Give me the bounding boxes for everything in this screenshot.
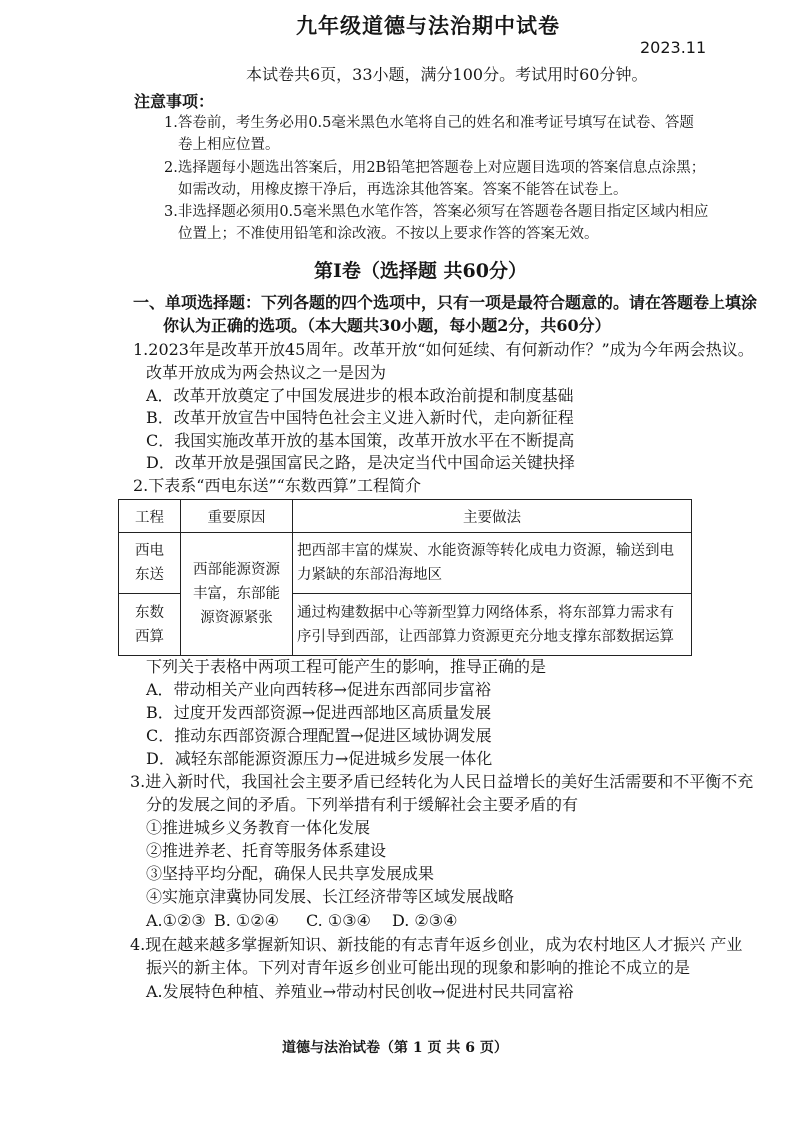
exam-title: 九年级道德与法治期中试卷	[296, 13, 560, 38]
q3-option-c: C. ①③④	[306, 911, 371, 930]
table-row	[119, 533, 692, 594]
section-title: 第Ⅰ卷（选择题 共60分）	[314, 260, 527, 282]
q1-option-a: A．改革开放奠定了中国发展进步的根本政治前提和制度基础	[146, 386, 574, 405]
q4-option-a: A.发展特色种植、养殖业→带动村民创收→促进村民共同富裕	[146, 982, 574, 1001]
note-2-line-1: 2.选择题每小题选出答案后，用2B铅笔把答题卷上对应题目选项的答案信息点涂黑；	[164, 160, 706, 176]
exam-info: 本试卷共6页，33小题，满分100分。考试用时60分钟。	[246, 65, 648, 84]
reason-cell	[181, 533, 293, 656]
q2-option-d: D．减轻东部能源资源压力→促进城乡发展一体化	[146, 749, 493, 768]
q3-option-d: D. ②③④	[392, 911, 458, 930]
practice-cell	[293, 594, 692, 656]
note-3-line-2: 位置上；不准使用铅笔和涂改液。不按以上要求作答的答案无效。	[178, 226, 599, 242]
reason-line: 西部能源资源	[193, 562, 280, 578]
q1-option-c: C．我国实施改革开放的基本国策，改革开放水平在不断提高	[146, 431, 575, 450]
notes-heading: 注意事项：	[134, 92, 215, 111]
project-cell	[119, 533, 181, 594]
q3-item-4: ④实施京津冀协同发展、长江经济带等区域发展战略	[146, 887, 515, 906]
part1-line-1: 一、单项选择题：下列各题的四个选项中，只有一项是最符合题意的。请在答题卷上填涂	[133, 293, 758, 312]
project-name-line: 西算	[135, 628, 164, 645]
exam-date: 2023.11	[640, 38, 707, 57]
q1-stem-line-1: 1.2023年是改革开放45周年。改革开放“如何延续、有何新动作？”成为今年两会热议。	[133, 340, 754, 359]
project-cell	[119, 594, 181, 656]
q1-option-b: B．改革开放宣告中国特色社会主义进入新时代，走向新征程	[146, 408, 574, 427]
practice-line: 序引导到西部，让西部算力资源更充分地支撑东部数据运算	[297, 628, 674, 645]
part1-line-2: 你认为正确的选项。（本大题共30小题，每小题2分，共60分）	[163, 316, 611, 335]
q1-option-d: D．改革开放是强国富民之路，是决定当代中国命运关键抉择	[146, 453, 575, 472]
q3-item-3: ③坚持平均分配，确保人民共享发展成果	[146, 864, 435, 883]
project-table	[118, 499, 692, 656]
note-1-line-2: 卷上相应位置。	[178, 137, 280, 153]
table-header: 工程	[119, 500, 181, 533]
practice-cell	[293, 533, 692, 594]
note-3-line-1: 3.非选择题必须用0.5毫米黑色水笔作答，答案必须写在答题卷各题目指定区域内相应	[164, 204, 709, 220]
table-header-row	[119, 500, 692, 533]
q3-item-2: ②推进养老、托育等服务体系建设	[146, 841, 387, 860]
reason-line: 丰富，东部能	[193, 586, 280, 602]
project-name-line: 东送	[135, 567, 164, 583]
practice-line: 通过构建数据中心等新型算力网络体系，将东部算力需求有	[297, 604, 674, 621]
practice-line: 力紧缺的东部沿海地区	[297, 567, 442, 583]
practice-line: 把西部丰富的煤炭、水能资源等转化成电力资源，输送到电	[297, 543, 674, 559]
table-header: 重要原因	[181, 500, 293, 533]
q4-stem-line-1: 4.现在越来越多掌握新知识、新技能的有志青年返乡创业，成为农村地区人才振兴 产业	[130, 935, 743, 954]
q2-option-c: C．推动东西部资源合理配置→促进区域协调发展	[146, 726, 492, 745]
q3-option-a: A.①②③	[146, 911, 206, 930]
q3-stem-line-2: 分的发展之间的矛盾。下列举措有利于缓解社会主要矛盾的有	[146, 795, 579, 814]
table-header: 主要做法	[293, 500, 692, 533]
q2-question: 下列关于表格中两项工程可能产生的影响，推导正确的是	[146, 657, 547, 676]
q3-item-1: ①推进城乡义务教育一体化发展	[146, 818, 371, 837]
q2-option-a: A．带动相关产业向西转移→促进东西部同步富裕	[146, 680, 491, 699]
q1-stem-line-2: 改革开放成为两会热议之一是因为	[146, 363, 387, 382]
q3-option-b: B. ①②④	[214, 911, 279, 930]
q3-stem-line-1: 3.进入新时代，我国社会主要矛盾已经转化为人民日益增长的美好生活需要和不平衡不充	[130, 772, 754, 791]
page-footer: 道德与法治试卷（第 1 页 共 6 页）	[282, 1040, 508, 1056]
note-1-line-1: 1.答卷前，考生务必用0.5毫米黑色水笔将自己的姓名和准考证号填写在试卷、答题	[164, 115, 694, 131]
q4-stem-line-2: 振兴的新主体。下列对青年返乡创业可能出现的现象和影响的推论不成立的是	[146, 958, 691, 977]
project-name-line: 东数	[135, 604, 164, 621]
project-name-line: 西电	[135, 543, 164, 559]
q2-option-b: B．过度开发西部资源→促进西部地区高质量发展	[146, 703, 492, 722]
q2-stem: 2.下表系“西电东送”“东数西算”工程简介	[133, 476, 421, 495]
reason-line: 源资源紧张	[200, 610, 273, 626]
note-2-line-2: 如需改动，用橡皮擦干净后，再选涂其他答案。答案不能答在试卷上。	[178, 182, 628, 198]
